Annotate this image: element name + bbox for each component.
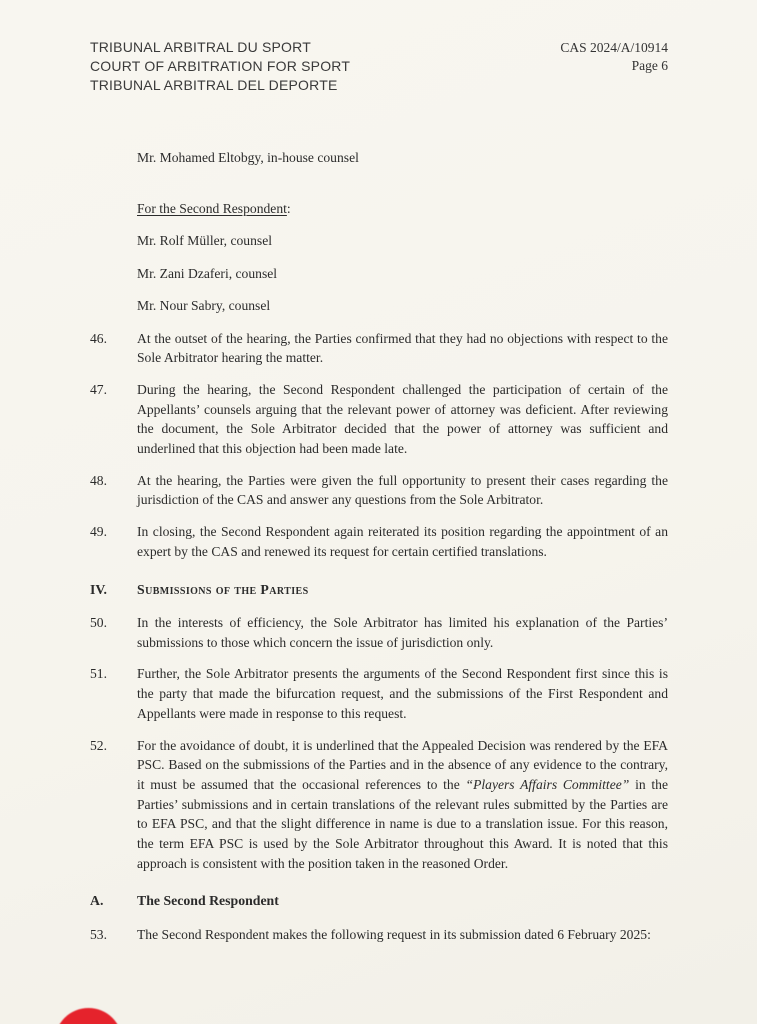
paragraph-50 [90,613,668,652]
paragraph-number: 47. [90,381,107,397]
section-number: IV. [90,581,108,597]
section-a-heading [90,891,668,911]
court-name-fr: TRIBUNAL ARBITRAL DU SPORT [90,39,311,55]
page-number: Page 6 [631,58,668,73]
section-title: Submissions of the Parties [137,581,309,597]
counsel-in-house: Mr. Mohamed Eltobgy, in-house counsel [137,150,359,165]
second-respondent-heading-colon: : [286,200,291,216]
paragraph-text: The Second Respondent makes the following request in its submission dated 6 February 2025: [137,926,651,942]
court-name-es: TRIBUNAL ARBITRAL DEL DEPORTE [90,77,338,93]
paragraph-text: In closing, the Second Respondent again reiterated its position regarding the appointment of an expert by the CAS and renewed its request for certain certified translations. [137,524,668,559]
paragraph-number: 53. [90,926,107,942]
counsel-member: Mr. Rolf Müller, counsel [137,233,273,248]
paragraph-52-italic-quote: “Players Affairs Committee” [465,776,630,792]
counsel-member: Mr. Nour Sabry, counsel [137,298,271,313]
paragraph-text: In the interests of efficiency, the Sole Arbitrator has limited his explanation of the Parties’ submissions to those which concern the issue of jurisdiction only. [137,615,668,650]
second-respondent-heading-text: For the Second Respondent [137,200,287,216]
court-name-en: COURT OF ARBITRATION FOR SPORT [90,58,351,74]
case-reference-block [560,38,668,75]
section-number: A. [90,893,104,909]
paragraph-text [137,736,668,874]
paragraph-51 [90,664,668,723]
paragraph-53 [90,925,668,945]
paragraph-number: 46. [90,330,107,346]
paragraph-number: 51. [90,666,107,682]
court-name-block [90,38,350,95]
section-iv-heading [90,580,668,600]
paragraph-number: 52. [90,737,107,753]
paragraph-text: At the hearing, the Parties were given the full opportunity to present their cases regarding the jurisdiction of the CAS and answer any questions from the Sole Arbitrator. [137,472,668,508]
paragraph-52-after: in the Parties’ submissions and in certain translations of the relevant rules submitted by the Parties are to EFA PSC, and that the slight difference in name is due to a translation issue. For this reason, the term EFA PSC is used by the Sole Arbitrator throughout this Award. It is noted that this approach is consistent with the position taken in the reasoned Order. [137,776,669,871]
paragraph-text: During the hearing, the Second Respondent challenged the participation of certain of the Appellants’ counsels arguing that the relevant power of attorney was deficient. After reviewing the document, the Sole Arbitrator decided that the power of attorney was sufficient and underlined that this objection had been made late. [137,381,668,457]
paragraph-52 [90,736,668,874]
paragraph-text: At the outset of the hearing, the Parties confirmed that they had no objections with respect to the Sole Arbitrator hearing the matter. [137,330,668,366]
section-title: The Second Respondent [137,893,279,909]
paragraph-number: 48. [90,472,107,488]
paragraph-47 [90,380,668,459]
paragraph-number: 49. [90,524,107,540]
second-respondent-heading [137,199,668,219]
paragraph-49 [90,522,668,561]
paragraph-text: Further, the Sole Arbitrator presents the arguments of the Second Respondent first since this is the party that made the bifurcation request, and the submissions of the First Respondent and Appellants were made in response to this request. [137,666,668,721]
paragraph-52-before: For the avoidance of doubt, it is underlined that the Appealed Decision was rendered by the EFA PSC. Based on the submissions of the Parties and in the absence of any evidence to the contrary, it must be assumed that the occasional references to the [137,737,668,792]
paragraph-number: 50. [90,615,107,631]
case-reference: CAS 2024/A/10914 [560,40,668,55]
paragraph-46 [90,329,668,368]
counsel-member: Mr. Zani Dzaferi, counsel [137,265,278,281]
red-marker [55,1008,122,1024]
letterhead [90,38,668,95]
paragraph-48 [90,471,668,510]
counsel-block [137,148,668,316]
